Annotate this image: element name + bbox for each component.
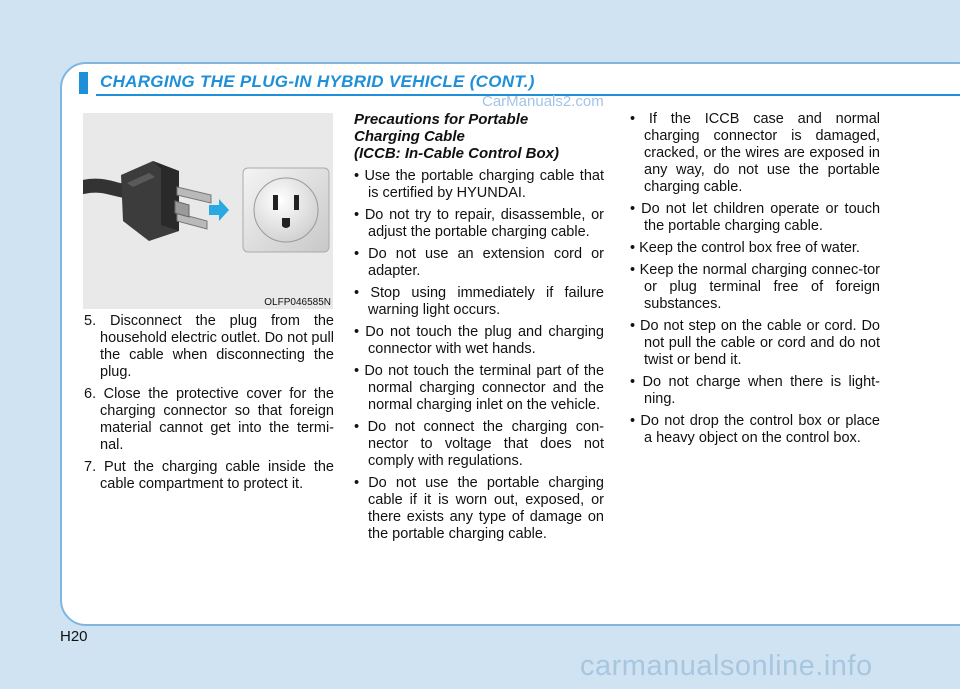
sub-heading-line: Charging Cable bbox=[354, 128, 465, 145]
list-item: • Use the portable charging cable that is certified by HYUNDAI. bbox=[354, 168, 604, 201]
plug-illustration bbox=[83, 113, 333, 309]
arrow-right-icon bbox=[209, 199, 229, 221]
list-item: • Do not touch the plug and charging connector with wet hands. bbox=[354, 324, 604, 357]
figure-label: OLFP046585N bbox=[264, 297, 331, 308]
outlet-face-shape bbox=[254, 178, 318, 242]
list-item: 7. Put the charging cable inside the cable compartment to protect it. bbox=[84, 459, 334, 492]
list-item: • Do not connect the charging con-nector to voltage that does not comply with regulations. bbox=[354, 419, 604, 469]
sub-heading-line: Precautions for Portable bbox=[354, 111, 529, 128]
list-item: • Keep the control box free of water. bbox=[630, 240, 860, 256]
header-accent-bar bbox=[79, 72, 88, 94]
column-1 bbox=[84, 313, 334, 498]
list-item: 5. Disconnect the plug from the household electric outlet. Do not pull the cable when disconnecting the plug. bbox=[84, 313, 334, 380]
prong-bottom-shape bbox=[177, 213, 207, 229]
list-item: • Do not step on the cable or cord. Do not pull the cable or cord and do not twist or bend it. bbox=[630, 318, 880, 368]
watermark-top[interactable]: CarManuals2.com bbox=[482, 93, 604, 110]
list-item: • Do not let children operate or touch the portable charging cable. bbox=[630, 201, 881, 234]
list-item: • If the ICCB case and normal charging connector is damaged, cracked, or the wires are exposed in any way, do not use the portable charging cable. bbox=[630, 111, 880, 195]
section-title: CHARGING THE PLUG-IN HYBRID VEHICLE (CONT.) bbox=[100, 72, 535, 91]
plug-outlet-figure bbox=[83, 113, 333, 309]
sub-heading bbox=[354, 111, 604, 162]
cable-shape bbox=[83, 186, 125, 191]
list-item: • Stop using immediately if failure warning light occurs. bbox=[354, 285, 604, 318]
sub-heading-line: (ICCB: In-Cable Control Box) bbox=[354, 145, 559, 162]
column-2 bbox=[354, 111, 604, 548]
list-item: • Do not charge when there is light-ning. bbox=[630, 374, 880, 407]
list-item: • Do not use an extension cord or adapter. bbox=[354, 246, 604, 279]
list-item: 6. Close the protective cover for the charging connector so that foreign material cannot get into the termi-nal. bbox=[84, 386, 334, 453]
list-item: • Do not touch the terminal part of the normal charging connector and the normal charging inlet on the vehicle. bbox=[354, 363, 605, 413]
prong-top-shape bbox=[177, 187, 211, 203]
list-item: • Do not drop the control box or place a heavy object on the control box. bbox=[630, 413, 880, 446]
watermark-bottom[interactable]: carmanualsonline.info bbox=[580, 650, 873, 682]
list-item: • Do not try to repair, disassemble, or adjust the portable charging cable. bbox=[354, 207, 604, 240]
column-3 bbox=[630, 111, 880, 452]
list-item: • Do not use the portable charging cable if it is worn out, exposed, or there exists any type of damage on the portable charging cable. bbox=[354, 475, 604, 542]
list-item: • Keep the normal charging connec-tor or plug terminal free of foreign substances. bbox=[630, 262, 881, 312]
page-number: H20 bbox=[60, 628, 88, 645]
